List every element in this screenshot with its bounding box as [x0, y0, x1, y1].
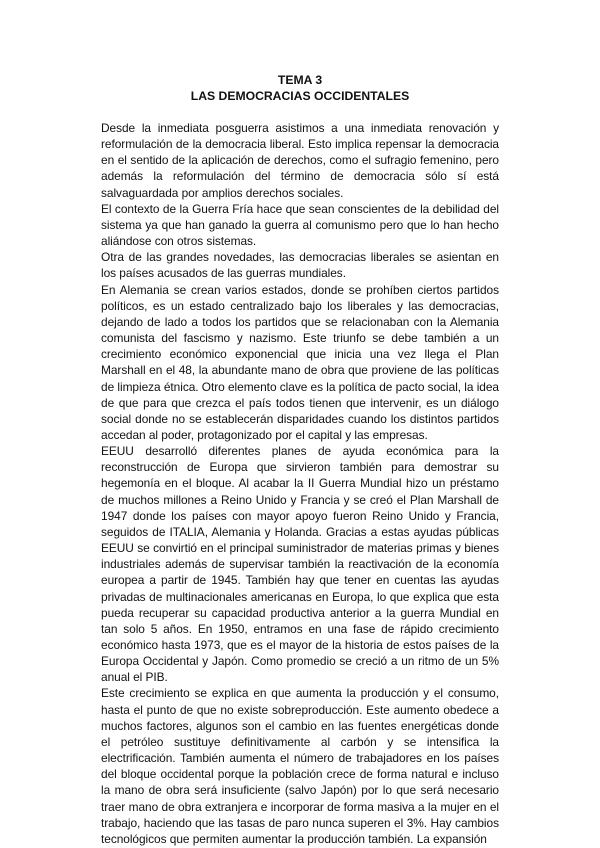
paragraph: EEUU desarrolló diferentes planes de ayuda económica para la reconstrucción de Europa que sirvieron también para demostrar su hegemonía en el bloque. Al acabar la II Guerra Mundial hizo un préstamo de muchos millones a Reino Unido y Francia y se creó el Plan Marshall de 1947 donde los países con mayor apoyo fueron Reino Unido y Francia, seguidos de ITALIA, Alemania y Holanda. Gracias a estas ayudas públicas EEUU se convirtió en el principal suministrador de materias primas y bienes industriales además de supervisar también la reactivación de la economía europea a partir de 1945. También hay que tener en cuentas las ayudas privadas de multinacionales americanas en Europa, lo que explica que esta pueda recuperar su capacidad productiva anterior a la guerra Mundial en tan solo 5 años. En 1950, entramos en una fase de rápido crecimiento económico hasta 1973, que es el mayor de la historia de estos países de la Europa Occidental y Japón. Como promedio se creció a un ritmo de un 5% anual el PIB.: [101, 444, 499, 685]
paragraph: En Alemania se crean varios estados, donde se prohíben ciertos partidos políticos, es un estado centralizado bajo los liberales y las democracias, dejando de lado a todos los partidos que se relacionaban con la Alemania comunista del fascismo y nazismo. Este triunfo se debe también a un crecimiento económico exponencial que inicia una vez llega el Plan Marshall en el 48, la abundante mano de obra que proviene de las políticas de limpieza étnica. Otro elemento clave es la política de pacto social, la idea de que para que crezca el país todos tienen que intervenir, es un diálogo social donde no se establecerán disparidades cuando los distintos partidos accedan al poder, protagonizado por el capital y las empresas.: [101, 282, 499, 442]
paragraph: Otra de las grandes novedades, las democracias liberales se asientan en los países acusados de las guerras mundiales.: [101, 250, 499, 281]
document-title: TEMA 3: [277, 73, 323, 87]
paragraph: El contexto de la Guerra Fría hace que sean conscientes de la debilidad del sistema ya que han ganado la guerra al comunismo pero que lo han hecho aliándose con otros sistemas.: [101, 201, 499, 249]
title-block: [0, 72, 600, 104]
document-subtitle: LAS DEMOCRACIAS OCCIDENTALES: [190, 89, 410, 103]
paragraph: Desde la inmediata posguerra asistimos a una inmediata renovación y reformulación de la democracia liberal. Esto implica repensar la democracia en el sentido de la aplicación de derechos, como el sufragio femenino, pero además la reformulación del término de democracia sólo sí está salvaguardada por amplios derechos sociales.: [101, 121, 499, 200]
paragraph: Este crecimiento se explica en que aumenta la producción y el consumo, hasta el punto de que no existe sobreproducción. Este aumento obedece a muchos factores, algunos son el cambio en las fuentes energéticas donde el petróleo sustituye definitivamente al carbón y se intensifica la electrificación. También aumenta el número de trabajadores en los países del bloque occidental porque la población crece de forma natural e incluso la mano de obra será insuficiente (salvo Japón) por lo que será necesario traer mano de obra extranjera e incorporar de forma masiva a la mujer en el trabajo, haciendo que las tasas de paro nunca superen el 3%. Hay cambios tecnológicos que permiten aumentar la producción también. La expansión: [101, 686, 499, 846]
document-body: [101, 120, 499, 847]
